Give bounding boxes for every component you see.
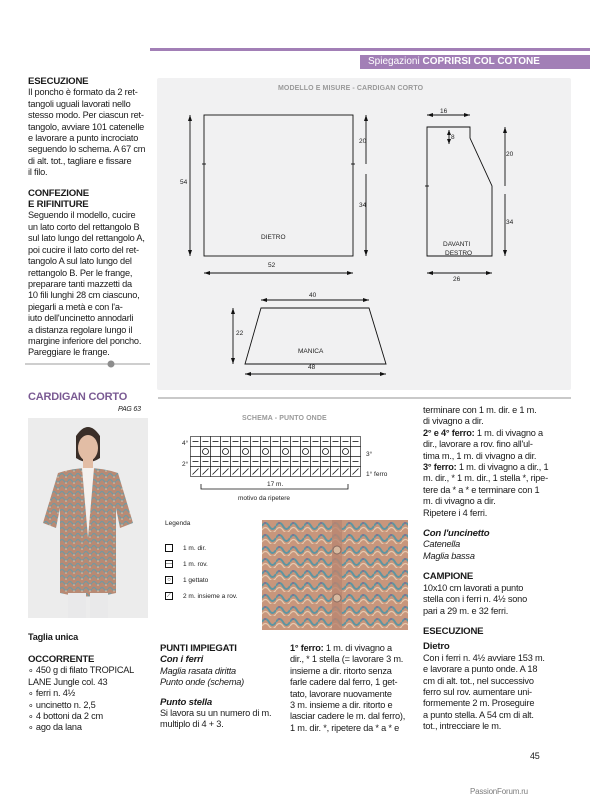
destro-label: DESTRO — [445, 250, 473, 257]
c3-f3-line: m. dir., * 1 m. dir., 1 stella *, ripe- — [423, 473, 548, 484]
esecuzione-heading: ESECUZIONE — [28, 76, 89, 87]
schema-title: SCHEMA - PUNTO ONDE — [242, 415, 327, 422]
legend — [165, 540, 237, 604]
diet-lines-line: cm di alt. tot., nel successivo — [423, 675, 534, 686]
diet-lines-line: Con i ferri n. 4½ avviare 153 m. — [423, 652, 545, 663]
occ-lines-line: LANE Jungle col. 43 — [28, 676, 108, 687]
watermark: PassionForum.ru — [470, 787, 528, 796]
occorrente-list — [28, 665, 158, 733]
section-separator — [158, 397, 571, 399]
c3-top-line: di vivagno a dir. — [423, 416, 484, 427]
page-ref: PAG 63 — [118, 406, 141, 413]
c3-f24-line: dir., lavorare a rov. fino all'ul- — [423, 439, 533, 450]
motivo-label: motivo da ripetere — [238, 495, 291, 502]
right-column — [423, 405, 555, 733]
dim-26: 26 — [453, 276, 461, 283]
conf-lines-line: rettangolo B. Per le frange, — [28, 267, 133, 278]
occ-lines-line: ∘ ferri n. 4½ — [28, 688, 76, 699]
occ-lines-line: ∘ uncinetto n. 2,5 — [28, 699, 96, 710]
diet-lines-line: tot., intrecciare le m. — [423, 721, 502, 732]
rifiniture-heading: E RIFINITURE — [28, 199, 89, 211]
davanti-shape — [427, 127, 492, 256]
col2-lines-line: 3 m. insieme a dir. ritorto e — [290, 700, 393, 711]
camp-lines-line: 10x10 cm lavorati a punto — [423, 582, 524, 593]
diet-lines-line: formemente 2 m. Proseguire — [423, 698, 535, 709]
occorrente-heading: OCCORRENTE — [28, 654, 95, 665]
legend-label: 1 m. rov. — [183, 560, 208, 568]
occ-lines-line: ∘ 4 bottoni da 2 cm — [28, 711, 103, 722]
esec-lines-line: tangoli uguali lavorati nello — [28, 98, 131, 109]
ferri-lines-line: Punto onde (schema) — [160, 677, 245, 688]
page-number: 45 — [530, 751, 540, 761]
dim-8: 8 — [451, 134, 455, 141]
stella-text — [160, 708, 285, 731]
ripetere-text: Ripetere i 4 ferri. — [423, 507, 488, 518]
section-label: Spiegazioni — [368, 56, 420, 67]
conf-lines-line: 10 fili lunghi 28 cm ciascuno, — [28, 290, 140, 301]
chart-cell — [201, 447, 211, 457]
chart-cell — [331, 447, 341, 457]
chart-cell — [191, 447, 201, 457]
chart-cell — [351, 447, 361, 457]
occ-lines-line: ∘ ago da lana — [28, 722, 82, 733]
diet-lines-line: a punto stella. A 54 cm di alt. — [423, 709, 534, 720]
davanti-label: DAVANTI — [443, 241, 471, 248]
legend-title: Legenda — [165, 520, 191, 527]
legend-label: 2 m. insieme a rov. — [183, 592, 238, 600]
esec-lines-line: Il poncho è formato da 2 ret- — [28, 87, 138, 98]
legend-label: 1 m. dir. — [183, 544, 207, 552]
dim-16: 16 — [440, 108, 448, 115]
campione-heading: CAMPIONE — [423, 571, 474, 583]
col2-lines-line: 1 m. dir. *, ripetere da * a * e — [290, 722, 400, 733]
campione-text — [423, 583, 555, 617]
legend-symbol-icon: — — [166, 561, 172, 567]
col2-lines-line: lasciar cadere le m. dal ferro), — [290, 711, 406, 722]
conf-lines-line: tangolo A sul lato lungo del — [28, 256, 132, 267]
dim-20b: 20 — [506, 151, 514, 158]
row-3-label: 3° — [366, 451, 373, 458]
stella-heading: Punto stella — [160, 696, 212, 708]
diet-lines-line: e lavorare a punto onde. A 18 — [423, 664, 538, 675]
diet-lines-line: ferro sul rov. aumentare uni- — [423, 686, 532, 697]
unc-lines-line: Maglia bassa — [423, 550, 475, 561]
esec-lines-line: il filo. — [28, 167, 48, 178]
chart-cell — [261, 447, 271, 457]
esec-lines-line: tangolo, avviare 101 catenelle — [28, 121, 145, 132]
esec-lines-line: seguendo lo schema. A 67 cm — [28, 144, 146, 155]
section-title: COPRIRSI COL COTONE — [422, 56, 540, 67]
chart-cell — [241, 447, 251, 457]
dim-48: 48 — [308, 364, 316, 371]
conf-lines-line: un lato corto del rettangolo B — [28, 221, 140, 232]
punti-heading: PUNTI IMPIEGATI — [160, 643, 237, 654]
esec-lines-line: e lavorare a punto incrociato — [28, 133, 139, 144]
esec-lines-line: stesso modo. Per ciascun ret- — [28, 110, 144, 121]
dietro-heading: Dietro — [423, 641, 450, 653]
c3-f24-line: tima m., 1 m. di vivagno a dir. — [423, 450, 537, 461]
col2-lines-line: 1° ferro: 1 m. di vivagno a — [290, 643, 392, 653]
conf-lines-line: preparare tanti mazzetti da — [28, 278, 132, 289]
c3-f3-line: tere da * a * e terminare con 1 — [423, 484, 540, 495]
chart-cell — [291, 447, 301, 457]
row-2-label: 2° — [182, 461, 189, 468]
col2-lines-line: tato, lavorare nuovamente — [290, 688, 392, 699]
dietro-label: DIETRO — [261, 234, 286, 241]
model-panel-title: MODELLO E MISURE - CARDIGAN CORTO — [278, 85, 424, 92]
col2-lines-line: dir., * 1 stella (= lavorare 3 m. — [290, 654, 404, 665]
conf-lines-line: a distanza regolare lungo il — [28, 324, 133, 335]
model-photo — [28, 418, 148, 618]
manica-label: MANICA — [298, 348, 324, 355]
punti-section — [160, 643, 285, 731]
uncinetto-list — [423, 539, 555, 562]
conf-lines-line: margine inferiore del poncho. — [28, 335, 142, 346]
uncinetto-heading: Con l'uncinetto — [423, 528, 490, 540]
dim-22: 22 — [236, 330, 244, 337]
esecuzione2-heading: ESECUZIONE — [423, 625, 484, 637]
camp-lines-line: pari a 29 m. e 32 ferri. — [423, 605, 509, 616]
row-1-label: 1° ferro — [366, 471, 388, 478]
esecuzione-text — [28, 87, 150, 178]
section-header — [360, 55, 590, 69]
esec-lines-line: di alt. tot., tagliare e fissare — [28, 155, 132, 166]
conf-lines-line: Pareggiare le frange. — [28, 347, 110, 358]
legend-item — [165, 556, 237, 572]
legend-symbol-icon: ⟋ — [166, 593, 172, 599]
conf-lines-line: piegarli a metà e con l'a- — [28, 301, 123, 312]
dietro-text — [423, 653, 555, 733]
measurement-diagram — [157, 78, 571, 390]
dim-20: 20 — [359, 138, 367, 145]
chart-cell — [321, 447, 331, 457]
chart-cell — [271, 447, 281, 457]
stitch-chart — [190, 436, 365, 482]
stitch-count: 17 m. — [267, 481, 284, 488]
chart-cell — [251, 447, 261, 457]
top-rule — [150, 48, 590, 51]
legend-label: 1 gettato — [183, 576, 209, 584]
chart-cell — [301, 447, 311, 457]
chart-cell — [311, 447, 321, 457]
c3-f24-line: 2° e 4° ferro: 1 m. di vivagno a — [423, 427, 543, 438]
chart-cell — [341, 447, 351, 457]
occ-lines-line: ∘ 450 g di filato TROPICAL — [28, 665, 135, 676]
ferri-lines-line: Maglia rasata diritta — [160, 665, 236, 676]
dim-40: 40 — [309, 292, 317, 299]
stella-lines-line: Si lavora su un numero di m. — [160, 708, 272, 719]
col2-lines-line: insieme a dir. ritorto senza — [290, 665, 392, 676]
legend-item — [165, 572, 237, 588]
col2-lines-line: farle cadere dal ferro, 1 get- — [290, 677, 398, 688]
cardigan-title: CARDIGAN CORTO — [28, 391, 128, 403]
c3-f3-line: m. di vivagno a dir. — [423, 496, 496, 507]
unc-lines-line: Catenella — [423, 539, 461, 550]
chart-cell — [231, 447, 241, 457]
conf-lines-line: Seguendo il modello, cucire — [28, 210, 136, 221]
conf-lines-line: iuto dell'uncinetto annodarli — [28, 313, 134, 324]
poncho-instructions — [28, 76, 150, 359]
occorrente-section — [28, 654, 158, 734]
confezione-text — [28, 210, 150, 358]
legend-symbol-icon — [165, 544, 173, 552]
ferri-heading: Con i ferri — [160, 654, 204, 666]
size-label: Taglia unica — [28, 632, 79, 642]
legend-symbol-icon: ○ — [165, 576, 173, 584]
legend-item — [165, 540, 237, 556]
ferri-list — [160, 666, 285, 689]
conf-lines-line: poi cucire il lato corto del ret- — [28, 244, 139, 255]
manica-shape — [245, 308, 386, 364]
chart-cell — [221, 447, 231, 457]
confezione-heading: CONFEZIONE — [28, 187, 89, 199]
legend-item — [165, 588, 237, 604]
row-4-label: 4° — [182, 440, 189, 447]
chart-cell — [211, 447, 221, 457]
dim-54: 54 — [180, 179, 188, 186]
chart-cell — [281, 447, 291, 457]
ferro-1-text — [290, 643, 415, 734]
stitch-swatch-photo — [262, 520, 408, 630]
dim-52: 52 — [268, 262, 276, 269]
dim-34b: 34 — [506, 219, 514, 226]
camp-lines-line: stella con i ferri n. 4½ sono — [423, 594, 527, 605]
stella-lines-line: multiplo di 4 + 3. — [160, 719, 224, 730]
dim-34: 34 — [359, 202, 367, 209]
conf-lines-line: sul lato lungo del rettangolo A, — [28, 233, 145, 244]
c3-top-line: terminare con 1 m. dir. e 1 m. — [423, 405, 537, 415]
divider-slider — [25, 358, 150, 370]
c3-f3-line: 3° ferro: 1 m. di vivagno a dir., 1 — [423, 462, 549, 473]
